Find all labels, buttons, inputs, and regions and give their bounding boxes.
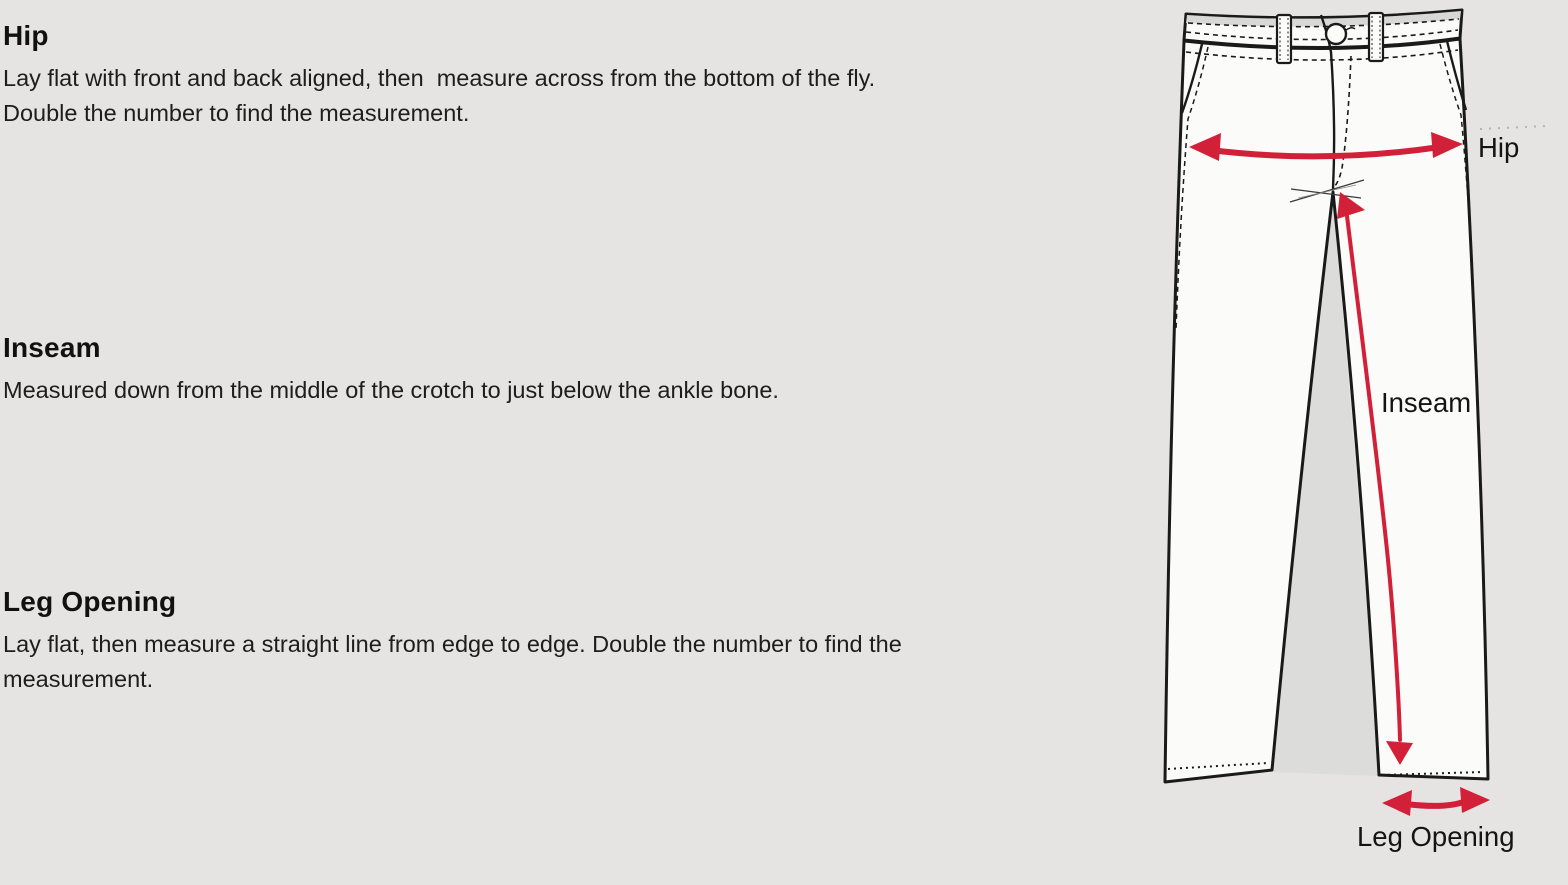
belt-loop-left [1277,15,1291,63]
inseam-diagram-label: Inseam [1381,387,1472,418]
leg-opening-heading: Leg Opening [3,586,177,617]
hip-heading: Hip [3,20,49,51]
belt-loop-right [1369,13,1383,61]
hip-section [3,20,993,131]
leg-opening-diagram-label: Leg Opening [1357,821,1515,852]
hip-diagram-label: Hip [1478,132,1520,163]
faint-dotted-mark [1480,126,1547,129]
hip-description-line-2: Double the number to find the measurement. [3,100,470,126]
leg-opening-description-line-2: measurement. [3,666,154,692]
inseam-heading: Inseam [3,332,101,363]
pants-measurement-illustration [1150,0,1568,885]
leg-opening-description-line-1: Lay flat, then measure a straight line from edge to edge. Double the number to find the [3,631,902,657]
hip-description-line-1: Lay flat with front and back aligned, then measure across from the bottom of the fly. [3,65,876,91]
leg-opening-section [3,586,993,697]
inseam-description-line-1: Measured down from the middle of the crotch to just below the ankle bone. [3,377,779,403]
leg-opening-arrow [1382,787,1490,816]
inseam-section [3,332,993,408]
